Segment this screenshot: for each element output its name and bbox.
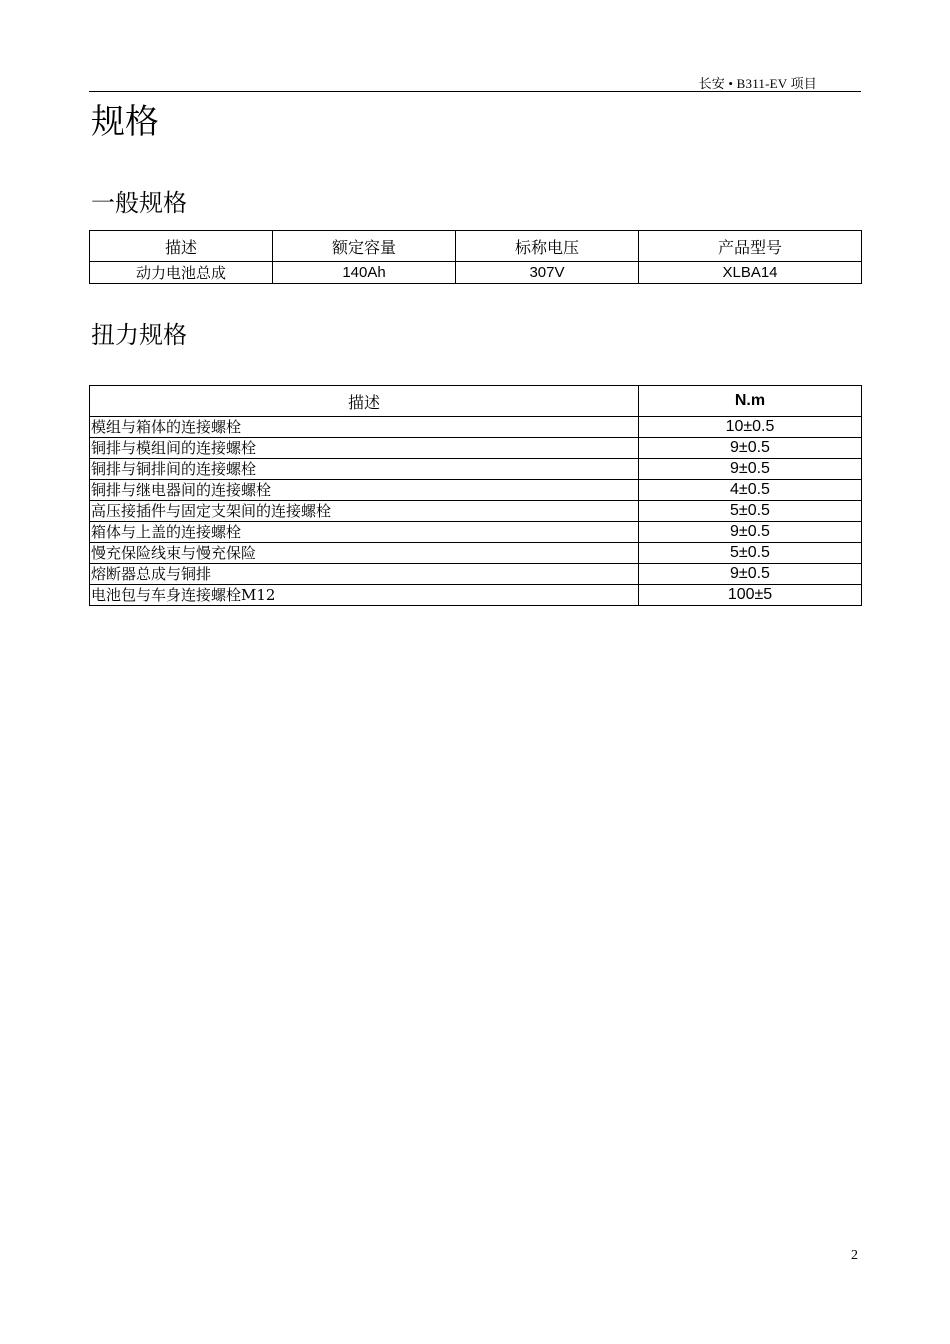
table-cell: 熔断器总成与铜排	[90, 564, 639, 585]
table-header-row	[90, 386, 862, 417]
table-cell: 9±0.5	[639, 438, 862, 459]
table-header-row	[90, 231, 862, 262]
table-row	[90, 585, 862, 606]
torque-specs-table	[89, 385, 862, 606]
table-cell: 9±0.5	[639, 564, 862, 585]
table-cell: 铜排与铜排间的连接螺栓	[90, 459, 639, 480]
table-cell: 5±0.5	[639, 501, 862, 522]
table-row	[90, 438, 862, 459]
table-cell: 箱体与上盖的连接螺栓	[90, 522, 639, 543]
table-cell: 100±5	[639, 585, 862, 606]
table-cell: 高压接插件与固定支架间的连接螺栓	[90, 501, 639, 522]
table-cell: 9±0.5	[639, 522, 862, 543]
table-cell: 307V	[456, 262, 639, 284]
table-row	[90, 459, 862, 480]
table-row	[90, 522, 862, 543]
column-header: 描述	[90, 386, 639, 417]
general-specs-table	[89, 230, 862, 284]
table-cell: 动力电池总成	[90, 262, 273, 284]
table-cell: 铜排与继电器间的连接螺栓	[90, 480, 639, 501]
column-header: 产品型号	[639, 231, 862, 262]
column-header: 额定容量	[273, 231, 456, 262]
table-row	[90, 564, 862, 585]
table-cell: 10±0.5	[639, 417, 862, 438]
column-header: N.m	[639, 386, 862, 417]
table-cell: XLBA14	[639, 262, 862, 284]
table-cell: 9±0.5	[639, 459, 862, 480]
table-cell: 电池包与车身连接螺栓M12	[90, 585, 639, 606]
table-row	[90, 543, 862, 564]
table-cell: 慢充保险线束与慢充保险	[90, 543, 639, 564]
page-number: 2	[851, 1248, 858, 1263]
header-divider	[89, 91, 861, 92]
table-cell: 140Ah	[273, 262, 456, 284]
table-row	[90, 417, 862, 438]
table-row	[90, 501, 862, 522]
general-specs-title: 一般规格	[91, 189, 187, 217]
table-row	[90, 480, 862, 501]
column-header: 描述	[90, 231, 273, 262]
column-header: 标称电压	[456, 231, 639, 262]
table-cell: 模组与箱体的连接螺栓	[90, 417, 639, 438]
header-project-label: 长安 • B311-EV 项目	[698, 76, 817, 91]
torque-specs-title: 扭力规格	[91, 321, 187, 349]
table-cell: 5±0.5	[639, 543, 862, 564]
page-title: 规格	[91, 102, 159, 142]
table-cell: 4±0.5	[639, 480, 862, 501]
table-row	[90, 262, 862, 284]
table-cell: 铜排与模组间的连接螺栓	[90, 438, 639, 459]
